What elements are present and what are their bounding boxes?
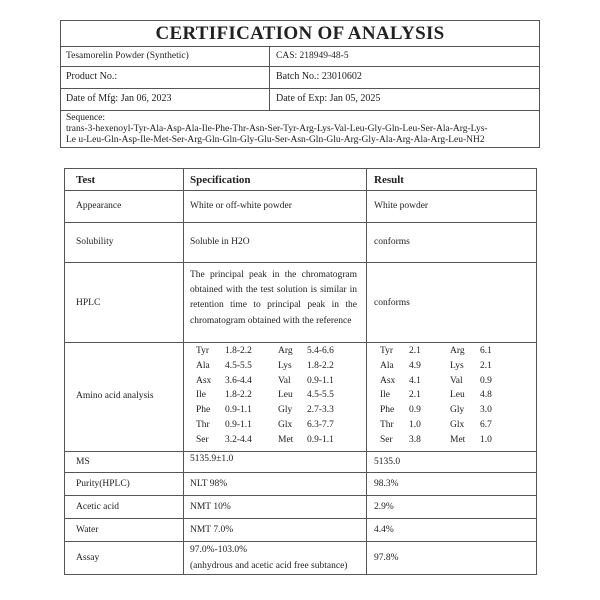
amino-spec-left-value: 0.9-1.1 xyxy=(225,405,252,416)
amino-result-left-value: 4.1 xyxy=(409,375,421,386)
amino-spec-left-name: Ile xyxy=(196,390,207,401)
amino-spec-right-value: 0.9-1.1 xyxy=(307,434,334,445)
spec-ms: 5135.9±1.0 xyxy=(190,454,234,464)
amino-result-right-name: Arg xyxy=(450,346,465,356)
amino-spec-right-value: 2.7-3.3 xyxy=(307,405,334,416)
col-divider xyxy=(183,168,184,575)
row-divider xyxy=(64,472,537,473)
amino-result-left-name: Asx xyxy=(380,375,396,386)
amino-result-left-value: 3.8 xyxy=(409,434,421,445)
spec-hplc: The principal peak in the chromatogram obtained with the test solution is similar in retention time to principal peak in the chromatogram obtained with the reference xyxy=(190,270,357,326)
sequence-label: Sequence: xyxy=(66,113,106,123)
test-appearance: Appearance xyxy=(76,201,122,211)
spec-acetic-acid: NMT 10% xyxy=(190,502,231,512)
amino-result-right-value: 4.8 xyxy=(480,390,492,401)
row-divider xyxy=(60,66,540,67)
spec-solubility: Soluble in H2O xyxy=(190,237,250,247)
amino-result-right-name: Val xyxy=(450,375,463,386)
result-acetic-acid: 2.9% xyxy=(374,502,394,512)
column-header-result: Result xyxy=(374,174,404,186)
row-divider xyxy=(60,88,540,89)
result-water: 4.4% xyxy=(374,525,394,535)
row-divider xyxy=(64,541,537,542)
cas-number: CAS: 218949-48-5 xyxy=(276,51,349,61)
amino-spec-right-name: Gly xyxy=(278,405,293,416)
amino-spec-right-value: 0.9-1.1 xyxy=(307,375,334,386)
spec-assay-line-1: 97.0%-103.0% xyxy=(190,545,247,555)
test-water: Water xyxy=(76,525,99,535)
col-divider xyxy=(269,46,270,110)
batch-no: Batch No.: 23010602 xyxy=(276,71,362,82)
amino-spec-right-name: Val xyxy=(278,375,291,386)
amino-spec-left-name: Asx xyxy=(196,375,212,386)
amino-result-right-value: 2.1 xyxy=(480,360,492,371)
amino-spec-left-name: Phe xyxy=(196,405,211,416)
row-divider xyxy=(60,46,540,47)
result-assay: 97.8% xyxy=(374,553,399,563)
amino-spec-left-name: Tyr xyxy=(196,346,210,356)
amino-result-right-name: Leu xyxy=(450,390,465,401)
test-solubility: Solubility xyxy=(76,237,114,247)
amino-spec-right-name: Arg xyxy=(278,346,293,356)
amino-spec-right-value: 4.5-5.5 xyxy=(307,390,334,401)
amino-spec-right-value: 6.3-7.7 xyxy=(307,420,334,430)
test-amino-acid: Amino acid analysis xyxy=(76,391,154,401)
date-exp: Date of Exp: Jan 05, 2025 xyxy=(276,93,381,104)
amino-spec-left-name: Thr xyxy=(196,420,210,430)
amino-spec-left-name: Ser xyxy=(196,434,209,445)
row-divider xyxy=(64,190,537,191)
amino-result-left-name: Tyr xyxy=(380,346,394,356)
test-purity: Purity(HPLC) xyxy=(76,479,130,489)
results-table xyxy=(64,168,537,575)
amino-result-right-value: 1.0 xyxy=(480,434,492,445)
amino-result-left-name: Phe xyxy=(380,405,395,416)
amino-result-left-name: Ser xyxy=(380,434,393,445)
amino-spec-left-value: 1.8-2.2 xyxy=(225,346,252,356)
result-appearance: White powder xyxy=(374,201,429,211)
amino-spec-right-value: 1.8-2.2 xyxy=(307,360,334,371)
result-purity: 98.3% xyxy=(374,479,399,489)
date-mfg: Date of Mfg: Jan 06, 2023 xyxy=(66,93,172,104)
sequence-line-2: Le u-Leu-Gln-Asp-Ile-Met-Ser-Arg-Gln-Gln-Gly-Glu-Ser-Asn-Gln-Glu-Arg-Gly-Ala-Arg-Ala-Arg-Leu-NH2 xyxy=(66,135,485,145)
row-divider xyxy=(64,518,537,519)
amino-spec-right-name: Leu xyxy=(278,390,293,401)
spec-water: NMT 7.0% xyxy=(190,525,234,535)
amino-result-right-value: 6.1 xyxy=(480,346,492,356)
result-hplc: conforms xyxy=(374,298,410,308)
amino-result-left-name: Ala xyxy=(380,360,394,371)
test-hplc: HPLC xyxy=(76,298,101,308)
row-divider xyxy=(64,451,537,452)
amino-result-right-value: 3.0 xyxy=(480,405,492,416)
column-header-specification: Specification xyxy=(190,174,251,186)
amino-spec-right-name: Met xyxy=(278,434,294,445)
col-divider xyxy=(366,168,367,575)
amino-result-right-name: Glx xyxy=(450,420,465,430)
test-assay: Assay xyxy=(76,553,100,563)
product-name: Tesamorelin Powder (Synthetic) xyxy=(66,51,189,61)
row-divider xyxy=(64,222,537,223)
column-header-test: Test xyxy=(76,174,96,186)
amino-result-left-value: 0.9 xyxy=(409,405,421,416)
amino-result-right-value: 0.9 xyxy=(480,375,492,386)
row-divider xyxy=(64,262,537,263)
result-solubility: conforms xyxy=(374,237,410,247)
test-ms: MS xyxy=(76,457,90,467)
document-title: CERTIFICATION OF ANALYSIS xyxy=(155,23,445,44)
amino-spec-right-name: Lys xyxy=(278,360,292,371)
row-divider xyxy=(64,342,537,343)
amino-result-left-value: 2.1 xyxy=(409,346,421,356)
amino-spec-right-name: Glx xyxy=(278,420,293,430)
spec-assay-line-2: (anhydrous and acetic acid free subtance) xyxy=(190,561,348,571)
amino-result-left-name: Thr xyxy=(380,420,394,430)
amino-spec-left-name: Ala xyxy=(196,360,210,371)
spec-purity: NLT 98% xyxy=(190,479,228,489)
product-no: Product No.: xyxy=(66,71,118,82)
amino-result-left-value: 4.9 xyxy=(409,360,421,371)
amino-result-right-value: 6.7 xyxy=(480,420,492,430)
amino-result-left-name: Ile xyxy=(380,390,391,401)
row-divider xyxy=(60,110,540,111)
amino-result-right-name: Gly xyxy=(450,405,465,416)
amino-spec-left-value: 1.8-2.2 xyxy=(225,390,252,401)
test-acetic-acid: Acetic acid xyxy=(76,502,119,512)
spec-appearance: White or off-white powder xyxy=(190,201,292,211)
amino-result-right-name: Lys xyxy=(450,360,464,371)
amino-spec-left-value: 3.6-4.4 xyxy=(225,375,252,386)
amino-spec-left-value: 3.2-4.4 xyxy=(225,434,252,445)
result-ms: 5135.0 xyxy=(374,457,401,467)
sequence-line-1: trans-3-hexenoyl-Tyr-Ala-Asp-Ala-Ile-Phe-Thr-Asn-Ser-Tyr-Arg-Lys-Val-Leu-Gly-Gln-Leu-Ser-Ala-Arg-Lys- xyxy=(66,124,488,134)
amino-result-right-name: Met xyxy=(450,434,466,445)
amino-spec-right-value: 5.4-6.6 xyxy=(307,346,334,356)
amino-spec-left-value: 0.9-1.1 xyxy=(225,420,252,430)
amino-result-left-value: 2.1 xyxy=(409,390,421,401)
amino-result-left-value: 1.0 xyxy=(409,420,421,430)
amino-spec-left-value: 4.5-5.5 xyxy=(225,360,252,371)
row-divider xyxy=(64,495,537,496)
